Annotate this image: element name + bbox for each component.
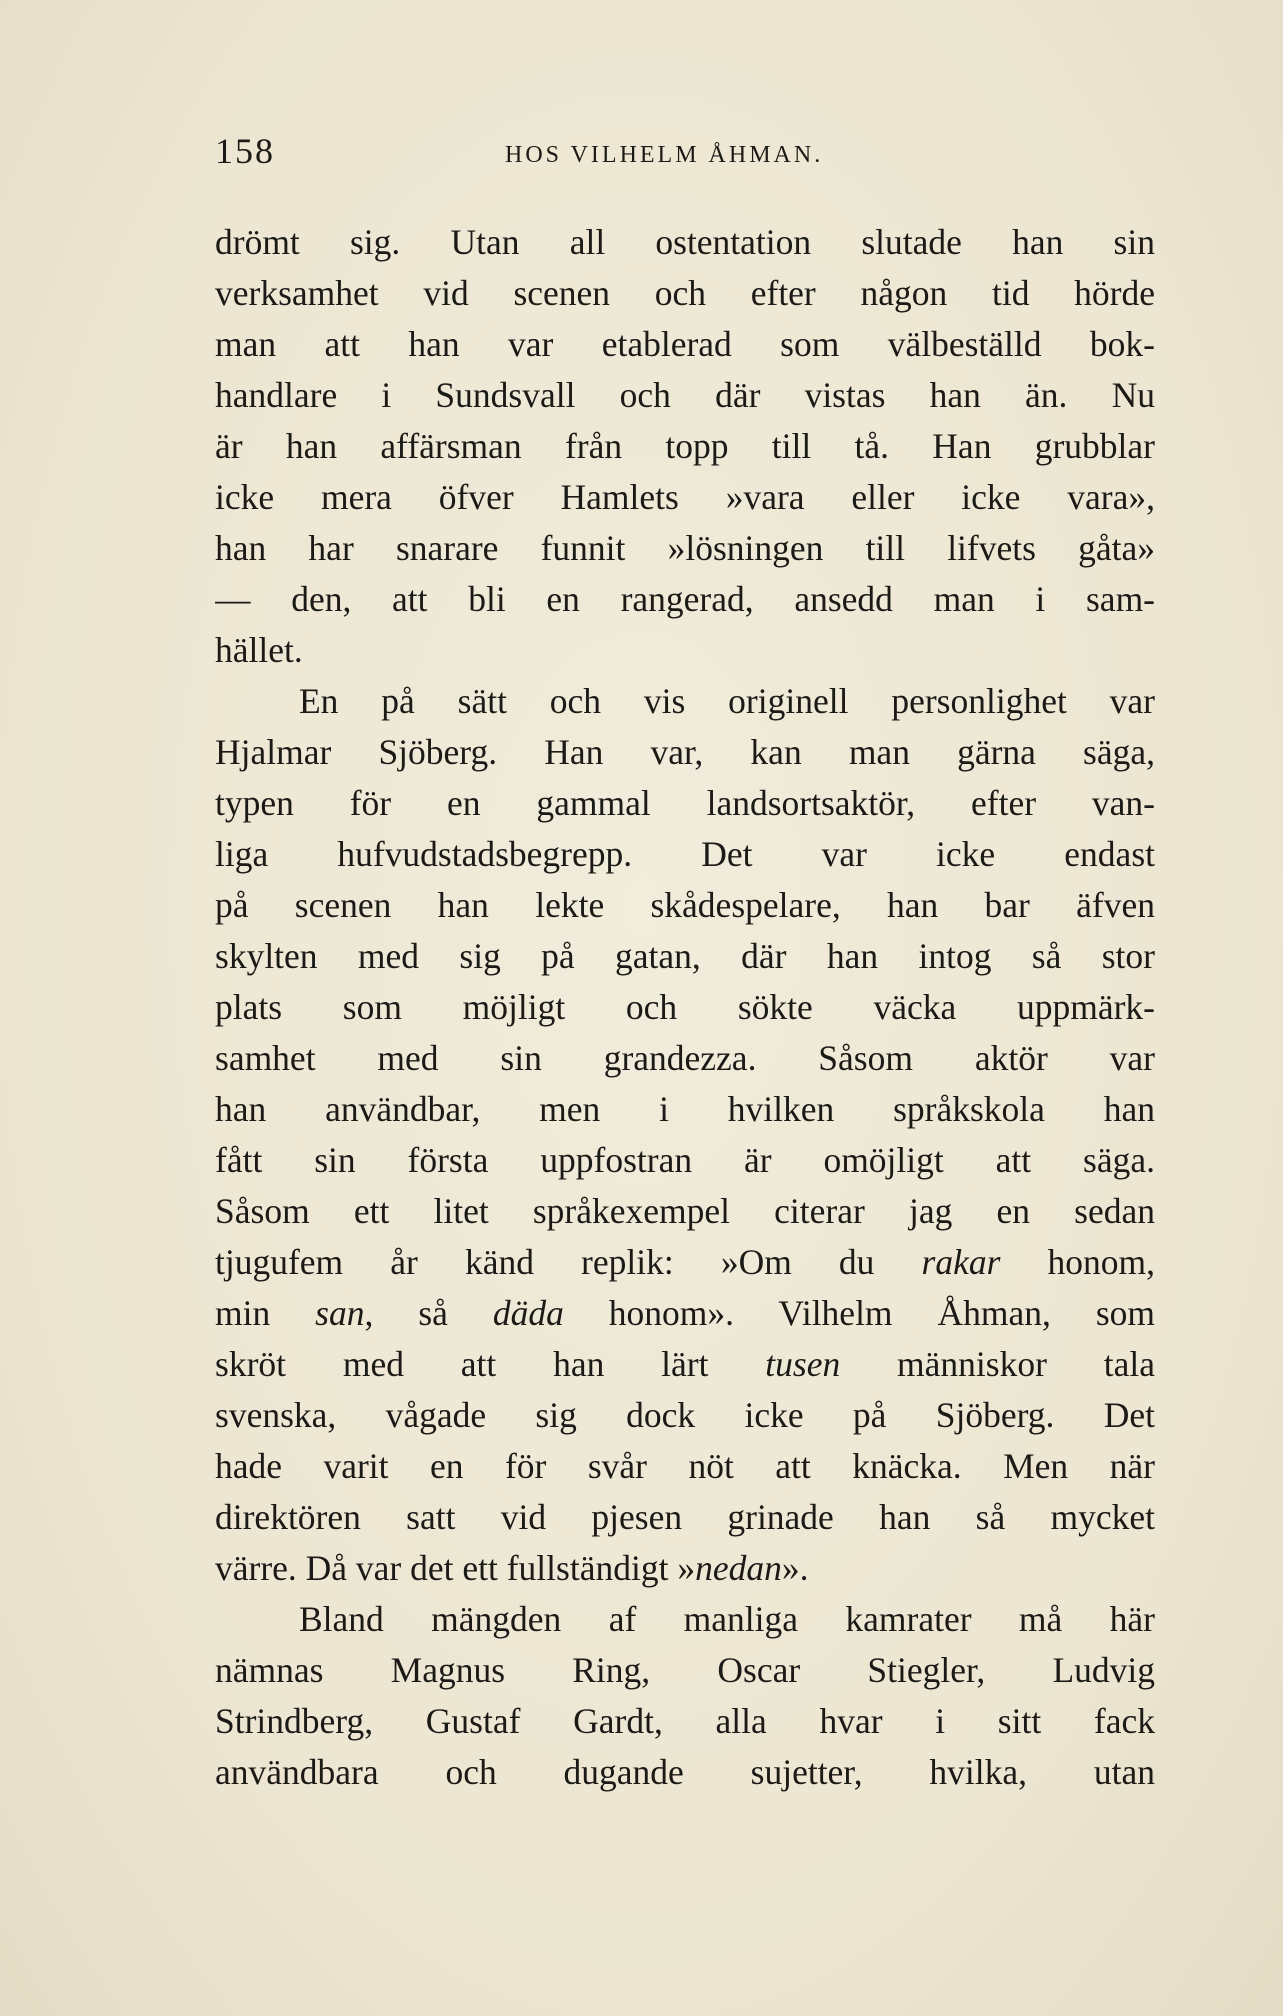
page-header <box>215 130 1155 180</box>
text-line: på scenen han lekte skådespelare, han bar äfven <box>215 885 1155 925</box>
italic-word: däda <box>492 1293 564 1333</box>
text-line: typen för en gammal landsortsaktör, efter van- <box>215 783 1155 823</box>
text-line: han användbar, men i hvilken språkskola han <box>215 1089 1155 1129</box>
text-line: min san, så däda honom». Vilhelm Åhman, som <box>215 1293 1155 1333</box>
text-line: icke mera öfver Hamlets »vara eller icke vara», <box>215 477 1155 517</box>
text-line: Hjalmar Sjöberg. Han var, kan man gärna säga, <box>215 732 1155 772</box>
italic-word: nedan <box>695 1548 782 1588</box>
paragraph-start-line: En på sätt och vis originell personlighet var <box>299 681 1155 721</box>
text-line: Strindberg, Gustaf Gardt, alla hvar i sitt fack <box>215 1701 1155 1741</box>
text-line: hade varit en för svår nöt att knäcka. Men när <box>215 1446 1155 1486</box>
text-line: är han affärsman från topp till tå. Han grubblar <box>215 426 1155 466</box>
text-line: plats som möjligt och sökte väcka uppmärk- <box>215 987 1155 1027</box>
text-line: skylten med sig på gatan, där han intog så stor <box>215 936 1155 976</box>
paragraph-end-line: hället. <box>215 630 303 670</box>
text-line: samhet med sin grandezza. Såsom aktör var <box>215 1038 1155 1078</box>
text-line: skröt med att han lärt tusen människor tala <box>215 1344 1155 1384</box>
italic-word: tusen <box>765 1344 841 1384</box>
text-line: verksamhet vid scenen och efter någon tid hörde <box>215 273 1155 313</box>
text-line: tjugufem år känd replik: »Om du rakar honom, <box>215 1242 1155 1282</box>
text-line: — den, att bli en rangerad, ansedd man i sam- <box>215 579 1155 619</box>
paragraph-end-line: värre. Då var det ett fullständigt »nedan». <box>215 1548 809 1588</box>
text-line: direktören satt vid pjesen grinade han så mycket <box>215 1497 1155 1537</box>
text-line: nämnas Magnus Ring, Oscar Stiegler, Ludvig <box>215 1650 1155 1690</box>
text-line: man att han var etablerad som välbeställd bok- <box>215 324 1155 364</box>
text-line: fått sin första uppfostran är omöjligt att säga. <box>215 1140 1155 1180</box>
italic-word: san <box>315 1293 365 1333</box>
text-line: svenska, vågade sig dock icke på Sjöberg. Det <box>215 1395 1155 1435</box>
italic-word: rakar <box>921 1242 1001 1282</box>
body-text <box>215 217 1155 1798</box>
page-number: 158 <box>215 131 275 171</box>
text-line: drömt sig. Utan all ostentation slutade han sin <box>215 222 1155 262</box>
text-line: Såsom ett litet språkexempel citerar jag en sedan <box>215 1191 1155 1231</box>
text-line: användbara och dugande sujetter, hvilka, utan <box>215 1752 1155 1792</box>
text-line: liga hufvudstadsbegrepp. Det var icke endast <box>215 834 1155 874</box>
paragraph-start-line: Bland mängden af manliga kamrater må här <box>299 1599 1155 1639</box>
text-line: handlare i Sundsvall och där vistas han än. Nu <box>215 375 1155 415</box>
text-line: han har snarare funnit »lösningen till lifvets gåta» <box>215 528 1155 568</box>
running-head: HOS VILHELM ÅHMAN. <box>505 142 824 168</box>
